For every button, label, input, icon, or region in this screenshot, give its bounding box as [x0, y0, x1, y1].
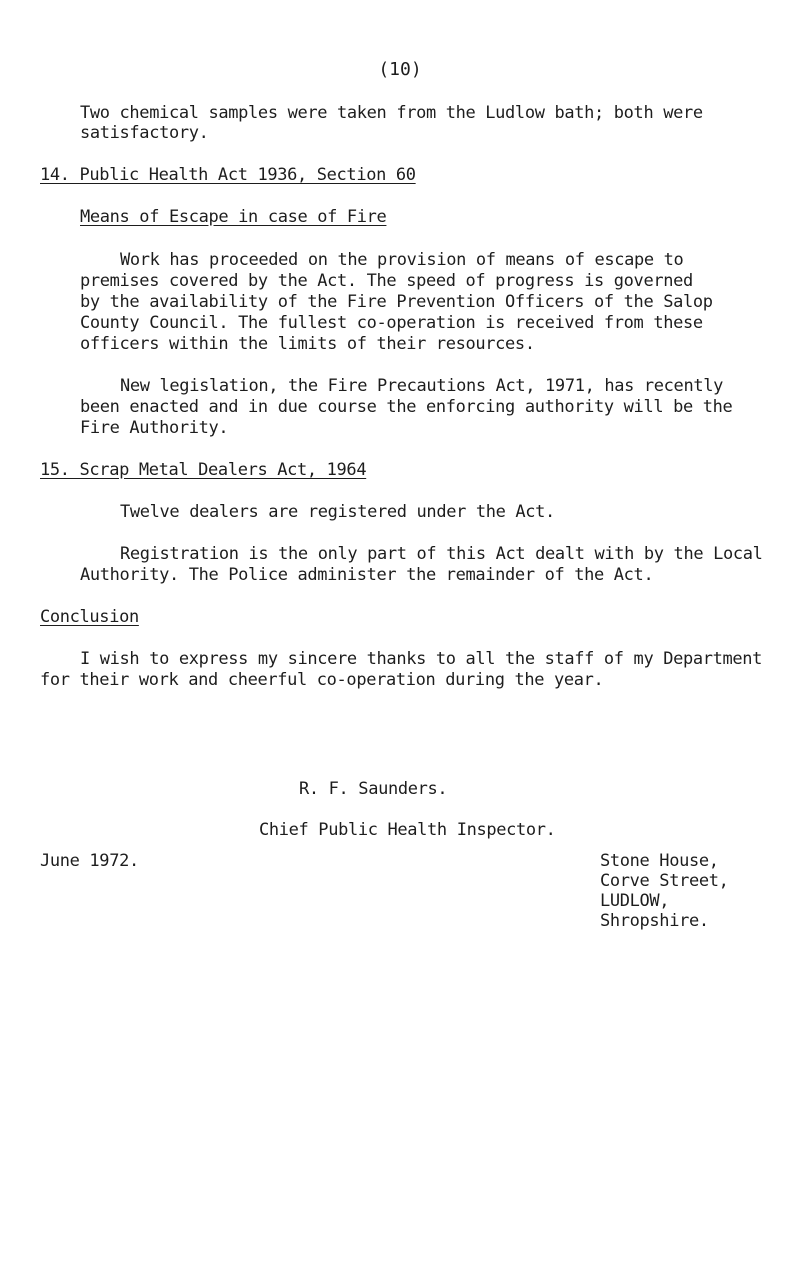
- signature-title: Chief Public Health Inspector.: [259, 820, 556, 840]
- section-14-para2-line-3: Fire Authority.: [80, 418, 229, 438]
- section-15-heading: 15. Scrap Metal Dealers Act, 1964: [40, 460, 367, 480]
- signature-date: June 1972.: [40, 851, 139, 871]
- section-14-para1-line-3: by the availability of the Fire Prevention Officers of the Salop: [80, 292, 713, 312]
- section-14-subheading: Means of Escape in case of Fire: [80, 207, 387, 227]
- address-line-2: Corve Street,: [600, 871, 729, 891]
- conclusion-heading: Conclusion: [40, 607, 139, 627]
- signature-name: R. F. Saunders.: [299, 779, 448, 799]
- conclusion-line-1: I wish to express my sincere thanks to all the staff of my Department: [80, 649, 763, 669]
- section-15-para2-line-2: Authority. The Police administer the remainder of the Act.: [80, 565, 654, 585]
- section-14-para1-line-2: premises covered by the Act. The speed of progress is governed: [80, 271, 693, 291]
- section-14-para1-line-4: County Council. The fullest co-operation is received from these: [80, 313, 703, 333]
- page-number: (10): [378, 59, 422, 80]
- section-14-heading: 14. Public Health Act 1936, Section 60: [40, 165, 416, 185]
- address-line-3: LUDLOW,: [600, 891, 670, 911]
- intro-line-2: satisfactory.: [80, 123, 209, 143]
- section-15-para2-line-1: Registration is the only part of this Act dealt with by the Local: [120, 544, 763, 564]
- address-line-1: Stone House,: [600, 851, 719, 871]
- section-14-para1-line-5: officers within the limits of their resources.: [80, 334, 535, 354]
- section-14-para1-line-1: Work has proceeded on the provision of means of escape to: [120, 250, 684, 270]
- section-14-para2-line-2: been enacted and in due course the enforcing authority will be the: [80, 397, 733, 417]
- section-15-para1: Twelve dealers are registered under the Act.: [120, 502, 555, 522]
- address-line-4: Shropshire.: [600, 911, 709, 931]
- intro-line-1: Two chemical samples were taken from the Ludlow bath; both were: [80, 103, 703, 123]
- section-14-para2-line-1: New legislation, the Fire Precautions Act, 1971, has recently: [120, 376, 723, 396]
- conclusion-line-2: for their work and cheerful co-operation during the year.: [40, 670, 604, 690]
